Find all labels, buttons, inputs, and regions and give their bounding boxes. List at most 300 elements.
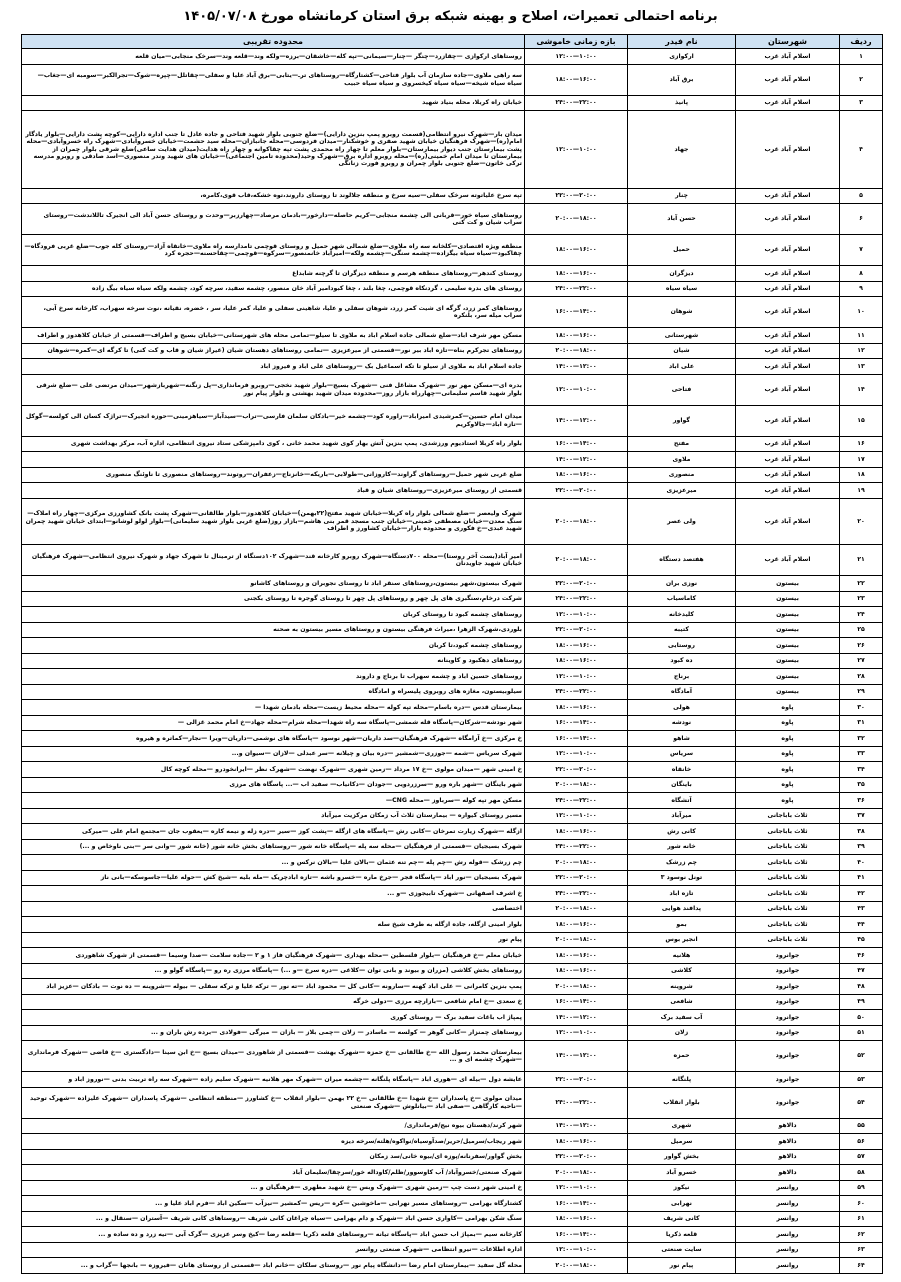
row-number-cell: ۵ — [840, 188, 883, 204]
city-cell: ثلاث باباجانی — [736, 901, 840, 917]
area-cell: خ امینی شهر دست چپ —زمین شهری —شهرک وبس —خ شهید مطهری —فرهنگیان و ... — [22, 1180, 525, 1196]
row-number-cell: ۱۵ — [840, 405, 883, 436]
table-row — [22, 653, 883, 669]
city-cell: ثلاث باباجانی — [736, 839, 840, 855]
feeder-cell: میرعزیزی — [628, 483, 736, 499]
area-cell: شهر باینگان —شهر باره ورو —سرزردویی —جودان —دکانیاب— سفید اب —... پاسگاه های مرزی — [22, 777, 525, 793]
feeder-cell: خانقاه — [628, 762, 736, 778]
area-cell: میدان بار—شهرک نیرو انتظامی(قسمت روبرو پمپ بنزین دارایی)—ضلع جنوبی بلوار شهید فتاحی و جاده عادل تا جنب اداره دارایی—کوچه پشت دارایی—بلوار یادگار امام(ره)—شهرک فرهنگیان خیابان شهید صفری و خوشکنار—میدان فردوسی—محله جانبازان—محله سید حشمت—خیابان خسروآبادی—شهرک راه خسروآبادی—محله پشت بیمارستان جنب دیوار بیمارستان—بلوار معلم تا چهار راه محمدی پشت تپه چقاکوانه و چهار راه هدایت(میدان هدایت ساعی)ضلع شرقی بلوار چمران از بیمارستان تا میدان امام خمینی(ره)—محله روبرو اداره برق—شهرک وحید(محدوده تامین اجتماعی)—خیابان های شهید وندر منصوری—اسد صادقی و روبرو مدرسه ترکی خاتون—ضلع جنوبی بلوار چمران و روبرو فورت زنانگی — [22, 111, 525, 189]
row-number-cell: ۲۶ — [840, 638, 883, 654]
time-cell: ۱۸:۰۰—۲۰:۰۰ — [525, 901, 628, 917]
time-cell: ۲۰:۰۰—۲۲:۰۰ — [525, 1072, 628, 1088]
feeder-cell: شهرستانی — [628, 328, 736, 344]
time-cell: ۱۰:۰۰—۱۲:۰۰ — [525, 808, 628, 824]
feeder-cell: گواور — [628, 405, 736, 436]
table-row — [22, 1025, 883, 1041]
area-cell: خیابان راه کربلا، محله بنیاد شهید — [22, 95, 525, 111]
area-cell: شهر نودشه—شرکان—پاسگاه قله شمشی—پاسگاه سه راه شهدا—محله شرام—محله جهاد—خ امام محمد غزالی — — [22, 715, 525, 731]
city-cell: پاوه — [736, 777, 840, 793]
city-cell: پاوه — [736, 731, 840, 747]
row-number-cell: ۳۰ — [840, 700, 883, 716]
area-cell: شرکت درخام،سنگبری های پل چهر و روستاهای پل چهر تا روستای گوجره تا روستای بکجنی — [22, 591, 525, 607]
area-cell: سه راهی ملاوی—جاده سازمان آب بلوار فتاحی—کشتارگاه—روستاهای ترـ—یتابی—برق آباد علیا و سفلی—چقاتلل—چپره—شوک—تجرالکبر—سومبه ای—جغاب—سیاه سیاه شیخه—سیاه سیاه کیخسروی و سیاه سیاه حبیب — [22, 64, 525, 95]
city-cell: روانسر — [736, 1258, 840, 1274]
feeder-cell: سرمیل — [628, 1134, 736, 1150]
time-cell: ۲۰:۰۰—۲۲:۰۰ — [525, 483, 628, 499]
city-cell: جوانرود — [736, 979, 840, 995]
feeder-cell: ولی عصر — [628, 498, 736, 545]
area-cell: روستاهای بخش کلاشی (مزران و بیوند و بانی توان —کلاغی —دره سرخ —و ...) —پاسگاه مرزی ره رو —پاسگاه گولو و ... — [22, 963, 525, 979]
feeder-cell: سیاه سیاه — [628, 281, 736, 297]
time-cell: ۱۶:۰۰—۱۸:۰۰ — [525, 467, 628, 483]
city-cell: جوانرود — [736, 1087, 840, 1118]
row-number-cell: ۲۸ — [840, 669, 883, 685]
city-cell: اسلام آباد غرب — [736, 436, 840, 452]
city-cell: بیستون — [736, 669, 840, 685]
city-cell: اسلام آباد غرب — [736, 188, 840, 204]
area-cell: شهر ریجاب/سرمیل/حریر/صدآوسیاه/نواکوه/هلته/سرخه دیزه — [22, 1134, 525, 1150]
table-row — [22, 188, 883, 204]
table-row — [22, 607, 883, 623]
table-row — [22, 932, 883, 948]
time-cell: ۲۲:۰۰—۲۴:۰۰ — [525, 839, 628, 855]
city-cell: اسلام آباد غرب — [736, 64, 840, 95]
table-row — [22, 669, 883, 685]
row-number-cell: ۳۵ — [840, 777, 883, 793]
feeder-cell: علی اباد — [628, 359, 736, 375]
city-cell: اسلام آباد غرب — [736, 483, 840, 499]
outage-schedule-table — [21, 34, 883, 1274]
time-cell: ۲۲:۰۰—۲۴:۰۰ — [525, 281, 628, 297]
feeder-cell: هولی — [628, 700, 736, 716]
city-cell: بیستون — [736, 622, 840, 638]
table-row — [22, 297, 883, 328]
feeder-cell: حمیل — [628, 235, 736, 266]
table-row — [22, 359, 883, 375]
city-cell: اسلام آباد غرب — [736, 235, 840, 266]
table-row — [22, 948, 883, 964]
time-cell: ۱۲:۰۰—۱۴:۰۰ — [525, 1010, 628, 1026]
row-number-cell: ۴۳ — [840, 901, 883, 917]
area-cell: ضلع غربی شهر حمیل—روستاهای گراوند—کاروزانی—طولابی—باریکه—خانزناج—زعفران—روتوند—روستاهای منصوری تا ناوئنگ منصوری — [22, 467, 525, 483]
row-number-cell: ۱۶ — [840, 436, 883, 452]
table-body — [22, 49, 883, 1274]
time-cell: ۱۶:۰۰—۱۸:۰۰ — [525, 700, 628, 716]
area-cell: روستاهای کمر زرد، گرگه ای شیت کمر زرد، شوهان سفلی و علیا، شاهینی سفلی و علیا، کمر علیا، سر ، خضره، نقیانه ،نوت سرخه سهراب، کارخانه سرخ آبی، سراب میله سر، بلنکره — [22, 297, 525, 328]
feeder-cell: خانه شور — [628, 839, 736, 855]
city-cell: پاوه — [736, 793, 840, 809]
row-number-cell: ۱۲ — [840, 343, 883, 359]
table-row — [22, 715, 883, 731]
area-cell: کشتارگاه بهرامی —روستاهای مسیر نهرابی —ماخوشین —کره —ریس —کمشیر —نیزآب —سکین اباد —فرم اباد علیا و ... — [22, 1196, 525, 1212]
area-cell: پمپ بنزین کامرانی — علی اباد کهنه —سارونه —کانی کل — محمود اباد —ته نور — ترکه علیا و ترکه سفلی — بیوله —شروینه — ده نوت — بادکان —عزیز اباد — [22, 979, 525, 995]
row-number-cell: ۵۲ — [840, 1041, 883, 1072]
area-cell: روستای های بدره سلیمی ، گردنکاه قوچمی، چغا بلند ، چغا کبودامیر آباد خان منصور، چشمه سفید، سرچه کود، چشمه ولکه سیاه سیاه بیگ زاده — [22, 281, 525, 297]
city-cell: دالاهو — [736, 1165, 840, 1181]
area-cell: شهرک بیستون،شهر بیستون،روستاهای سنقر اباد تا روستای نجوبران و روستاهای کاشانو — [22, 576, 525, 592]
row-number-cell: ۳۶ — [840, 793, 883, 809]
row-number-cell: ۲۰ — [840, 498, 883, 545]
table-row — [22, 483, 883, 499]
feeder-cell: قلعه ذکریا — [628, 1227, 736, 1243]
table-row — [22, 979, 883, 995]
area-cell: بخش گواور/سفرنانه/پوزه ای/بیوه خانی/سد زمکان — [22, 1149, 525, 1165]
feeder-cell: حمزه — [628, 1041, 736, 1072]
area-cell: خ سعدی —خ امام شافعی —بازارچه مرزی —دولی خرگه — [22, 994, 525, 1010]
table-row — [22, 684, 883, 700]
city-cell: اسلام آباد غرب — [736, 328, 840, 344]
table-row — [22, 1149, 883, 1165]
feeder-cell: مفتح — [628, 436, 736, 452]
table-row — [22, 700, 883, 716]
time-cell: ۱۸:۰۰—۲۰:۰۰ — [525, 979, 628, 995]
table-row — [22, 1010, 883, 1026]
area-cell: مسکن مهر شرف اباد—ضلع شمالی جاده اسلام اباد به ملاوی تا سیلو—تمامی محله های شهرستانی—خیابان بسیج و اطراف—قسمتی از خیابان کلاهدوز و اطراف — [22, 328, 525, 344]
table-row — [22, 49, 883, 65]
table-row — [22, 1227, 883, 1243]
area-cell: امیر آباد(بست آخر روستا)—محله ۷۰۰دستگاه—شهرک روبرو کارخانه قند—شهرک ۱۰۲دستگاه از ترمینال تا شهرک جهاد و شهرک نیروی انتظامی—شهرک فرهنگیان خیابان شهید جاویدنان — [22, 545, 525, 576]
col-header-feeder: نام فیدر — [628, 35, 736, 49]
time-cell: ۱۴:۰۰—۱۶:۰۰ — [525, 731, 628, 747]
feeder-cell: باینگان — [628, 777, 736, 793]
row-number-cell: ۵۰ — [840, 1010, 883, 1026]
row-number-cell: ۴۵ — [840, 932, 883, 948]
row-number-cell: ۴۷ — [840, 963, 883, 979]
table-row — [22, 545, 883, 576]
time-cell: ۱۶:۰۰—۱۸:۰۰ — [525, 824, 628, 840]
time-cell: ۱۸:۰۰—۲۰:۰۰ — [525, 777, 628, 793]
row-number-cell: ۲۷ — [840, 653, 883, 669]
time-cell: ۱۶:۰۰—۱۸:۰۰ — [525, 948, 628, 964]
time-cell: ۱۸:۰۰—۲۰:۰۰ — [525, 932, 628, 948]
feeder-cell: آتشگاه — [628, 793, 736, 809]
area-cell: شهرک ولیعصر —ضلع شمالی بلوار راه کربلا—خیابان شهید مفتح(۲۲بهمن)—خیابان کلاهدوز—بلوار طالقانی—شهرک پشت بانک کشاورزی مرکزی—چهار راه املاک—سنگ معدن—خیابان مصطفی خمینی—خیابان جنب مسجد قمر بنی هاشم—بازار روز(ضلع غربی بلوار شهید سلیمانی)—بلوار لولو لوشانو—ابتدای خیابان شهید چمران شهید عبدی—خ فکوری و محدوده بازار—خیابان کشاورز و اطراف — [22, 498, 525, 545]
table-row — [22, 328, 883, 344]
table-row — [22, 576, 883, 592]
row-number-cell: ۲۱ — [840, 545, 883, 576]
time-cell: ۱۶:۰۰—۱۸:۰۰ — [525, 328, 628, 344]
table-row — [22, 374, 883, 405]
table-row — [22, 793, 883, 809]
city-cell: پاوه — [736, 715, 840, 731]
row-number-cell: ۱۳ — [840, 359, 883, 375]
area-cell: شهرک بسیجیان —نور اباد —پاسگاه قجر —جرخ ماره —خسرو باشه —تازه ابادچریک —مله بلیه —شیخ کش —حوله علیا—جاسوسکه—بانی ناز — [22, 870, 525, 886]
area-cell: محله گل سفید —بیمارستان امام رضا —دانشگاه پیام نور —روستای سلکان —خانم اباد —قسمتی از روستای هانان —فیروزه — بانجها —گراب و ... — [22, 1258, 525, 1274]
row-number-cell: ۴۰ — [840, 855, 883, 871]
row-number-cell: ۴۹ — [840, 994, 883, 1010]
time-cell: ۱۰:۰۰—۱۲:۰۰ — [525, 669, 628, 685]
feeder-cell: شوهان — [628, 297, 736, 328]
table-row — [22, 235, 883, 266]
table-row — [22, 777, 883, 793]
city-cell: ثلاث باباجانی — [736, 917, 840, 933]
table-row — [22, 855, 883, 871]
feeder-cell: بخش گواور — [628, 1149, 736, 1165]
city-cell: روانسر — [736, 1211, 840, 1227]
feeder-cell: فتاحی — [628, 374, 736, 405]
time-cell: ۱۸:۰۰—۲۰:۰۰ — [525, 498, 628, 545]
area-cell: جاده اسلام اباد به ملاوی از سیلو تا تکه اسماعیل بک —روستاهای علی اباد و فیروز اباد — [22, 359, 525, 375]
row-number-cell: ۲۹ — [840, 684, 883, 700]
feeder-cell: خسرو آباد — [628, 1165, 736, 1181]
area-cell: خ اشرف اصفهانی —شهرک تابیجوزی —و ... — [22, 886, 525, 902]
row-number-cell: ۳ — [840, 95, 883, 111]
time-cell: ۱۲:۰۰—۱۴:۰۰ — [525, 1118, 628, 1134]
feeder-cell: کانی رش — [628, 824, 736, 840]
table-row — [22, 638, 883, 654]
row-number-cell: ۸ — [840, 266, 883, 282]
table-row — [22, 886, 883, 902]
time-cell: ۱۶:۰۰—۱۸:۰۰ — [525, 653, 628, 669]
area-cell: خ مرکزی —خ آرامگاه —شهرک فرهنگیان—سد داریان—شهر نوسود —پاسگاه های نوشمی—داریان—ویرا —نجار—کماتره و هیروه — [22, 731, 525, 747]
row-number-cell: ۳۹ — [840, 839, 883, 855]
feeder-cell: پانیذ — [628, 95, 736, 111]
area-cell: چم زرشک —قوله رش —چم پله —چم تنه عثمان —بالان علیا —بالان نرکس و ... — [22, 855, 525, 871]
feeder-cell: چم زرشک — [628, 855, 736, 871]
time-cell: ۱۶:۰۰—۱۸:۰۰ — [525, 917, 628, 933]
area-cell: پمپاژ اب باغات سفید برک — روستای کوری — [22, 1010, 525, 1026]
feeder-cell: پیام نور — [628, 1258, 736, 1274]
time-cell: ۲۰:۰۰—۲۲:۰۰ — [525, 622, 628, 638]
area-cell: روستاهای دهکبود و کاوینانه — [22, 653, 525, 669]
feeder-cell: شیان — [628, 343, 736, 359]
area-cell: شهر کرند/دهستان بیوه نیج/فرمانداری/ — [22, 1118, 525, 1134]
city-cell: روانسر — [736, 1227, 840, 1243]
feeder-cell: پلنگانه — [628, 1072, 736, 1088]
area-cell: کارخانه سیم —بمپاژ اب حسن اباد —پاسگاه تیانه —روستاهای قلعه ذکریا —قلعه رضا —کیخ وسر عزیزی —گرک آبی —تیه زرد و ده ساده و ... — [22, 1227, 525, 1243]
time-cell: ۲۰:۰۰—۲۲:۰۰ — [525, 762, 628, 778]
area-cell: قسمتی از روستای میرعزیزی—روستاهای شیان و قباد — [22, 483, 525, 499]
city-cell: اسلام آباد غرب — [736, 374, 840, 405]
area-cell: میدان مولوی —خ پاسداران —خ شهدا —خ طالقانی —خ ۲۲ بهمن —بلوار انقلاب —خ کشاورز —منطقه انتظامی —شهرک پاسداران —شهرک علیزاده —شهرک توحید —ناحیه کارگاهی —صفی اباد —بیانلوش —شهرک صنعتی — [22, 1087, 525, 1118]
area-cell: شهرک بسیجیان —قسمتی از فرهنگیان —محله سه پله —پاسگاه خانه شور —روستاهای بخش خانه شور (خانه شور —وانی سر —بنی ناوخاص و ...) — [22, 839, 525, 855]
area-cell: شهرک صنعتی/خسروآباد/ آب کاوسوور/ظلم/کاوداله خور/سرچقا/سلیمان آباد — [22, 1165, 525, 1181]
city-cell: جوانرود — [736, 1025, 840, 1041]
time-cell: ۱۶:۰۰—۱۸:۰۰ — [525, 64, 628, 95]
time-cell: ۱۴:۰۰—۱۶:۰۰ — [525, 1227, 628, 1243]
time-cell: ۱۰:۰۰—۱۲:۰۰ — [525, 746, 628, 762]
feeder-cell: کلاشی — [628, 963, 736, 979]
time-cell: ۱۴:۰۰—۱۶:۰۰ — [525, 715, 628, 731]
table-row — [22, 746, 883, 762]
row-number-cell: ۳۷ — [840, 808, 883, 824]
feeder-cell: کتیبه — [628, 622, 736, 638]
time-cell: ۱۴:۰۰—۱۶:۰۰ — [525, 994, 628, 1010]
row-number-cell: ۴۶ — [840, 948, 883, 964]
city-cell: پاوه — [736, 700, 840, 716]
feeder-cell: شروینه — [628, 979, 736, 995]
time-cell: ۱۲:۰۰—۱۴:۰۰ — [525, 1041, 628, 1072]
time-cell: ۱۸:۰۰—۲۰:۰۰ — [525, 204, 628, 235]
row-number-cell: ۵۸ — [840, 1165, 883, 1181]
time-cell: ۲۲:۰۰—۲۴:۰۰ — [525, 95, 628, 111]
time-cell: ۱۴:۰۰—۱۶:۰۰ — [525, 297, 628, 328]
table-row — [22, 591, 883, 607]
area-cell: اختصاصی — [22, 901, 525, 917]
area-cell: خ امینی شهر —میدان مولوی —خ ۱۷ مرداد —زمین شهری —شهرک نهضت —شهرک نظر —ایرانخودرو —محله کوچه کال — [22, 762, 525, 778]
area-cell: بلوردی،شهرک الزهرا ،میراث فرهنگی بیستون و روستاهای مسیر بیستون به صحنه — [22, 622, 525, 638]
table-row — [22, 405, 883, 436]
table-row — [22, 1211, 883, 1227]
area-cell: سیلوبیستون، مغازه های روبروی پلیسراه و امادگاه — [22, 684, 525, 700]
feeder-cell: حسن آباد — [628, 204, 736, 235]
time-cell: ۱۶:۰۰—۱۸:۰۰ — [525, 1211, 628, 1227]
feeder-cell: نودشه — [628, 715, 736, 731]
row-number-cell: ۷ — [840, 235, 883, 266]
table-row — [22, 824, 883, 840]
city-cell: اسلام آباد غرب — [736, 111, 840, 189]
time-cell: ۱۰:۰۰—۱۲:۰۰ — [525, 1242, 628, 1258]
table-row — [22, 281, 883, 297]
time-cell: ۱۸:۰۰—۲۰:۰۰ — [525, 545, 628, 576]
time-cell: ۲۰:۰۰—۲۲:۰۰ — [525, 576, 628, 592]
time-cell: ۲۰:۰۰—۲۲:۰۰ — [525, 1149, 628, 1165]
city-cell: ثلاث باباجانی — [736, 855, 840, 871]
time-cell: ۱۲:۰۰—۱۴:۰۰ — [525, 452, 628, 468]
feeder-cell: کانی شریف — [628, 1211, 736, 1227]
table-row — [22, 343, 883, 359]
area-cell: روستاهای حسین اباد و چشمه سهراب تا برناج و داروند — [22, 669, 525, 685]
area-cell: تپه سرخ علیاتوته سرخک سفلی—سیه سرخ و منطقه جلالوند تا روستای داروند،توه خشکه،قاب قوی،کامره، — [22, 188, 525, 204]
feeder-cell: کلیدخانه — [628, 607, 736, 623]
table-row — [22, 963, 883, 979]
row-number-cell: ۳۴ — [840, 762, 883, 778]
area-cell: بیمارستان محمد رسول الله —خ طالقانی —خ حمزه —شهرک بهشت —قسمتی از شاهوردی —میدان بسیج —خ ابن سینا —دادگستری —خ قاضی —شهرک فرمانداری —شهرک چشمه ای و ... — [22, 1041, 525, 1072]
city-cell: جوانرود — [736, 1072, 840, 1088]
row-number-cell: ۴ — [840, 111, 883, 189]
table-row — [22, 204, 883, 235]
time-cell: ۱۶:۰۰—۱۸:۰۰ — [525, 963, 628, 979]
area-cell: مسیر روستای کیواره — بیمارستان ثلاث آب زمکان مرکزیت میرآباد — [22, 808, 525, 824]
row-number-cell: ۳۱ — [840, 715, 883, 731]
table-row — [22, 452, 883, 468]
city-cell: اسلام آباد غرب — [736, 467, 840, 483]
area-cell: روستاهای تجرکرم بناه—تازه اباد بیر نور—قسمتی از میرعزیزی —تمامی روستاهای دهستان شیان (غیراز شیان و قاب و کت کنی) تا کرگه ای—کمره—شوهان — [22, 343, 525, 359]
time-cell: ۲۲:۰۰—۲۴:۰۰ — [525, 1087, 628, 1118]
row-number-cell: ۳۲ — [840, 731, 883, 747]
table-row — [22, 1165, 883, 1181]
city-cell: ثلاث باباجانی — [736, 824, 840, 840]
feeder-cell: نوزی بران — [628, 576, 736, 592]
city-cell: اسلام آباد غرب — [736, 204, 840, 235]
feeder-cell: انجیر بوس — [628, 932, 736, 948]
row-number-cell: ۲۳ — [840, 591, 883, 607]
table-row — [22, 95, 883, 111]
feeder-cell: آب سفید برک — [628, 1010, 736, 1026]
city-cell: اسلام آباد غرب — [736, 297, 840, 328]
city-cell: بیستون — [736, 638, 840, 654]
table-row — [22, 1118, 883, 1134]
row-number-cell: ۵۱ — [840, 1025, 883, 1041]
feeder-cell: بمو — [628, 917, 736, 933]
city-cell: بیستون — [736, 576, 840, 592]
city-cell: روانسر — [736, 1196, 840, 1212]
city-cell: اسلام آباد غرب — [736, 359, 840, 375]
time-cell: ۱۶:۰۰—۱۸:۰۰ — [525, 235, 628, 266]
row-number-cell: ۴۱ — [840, 870, 883, 886]
city-cell: اسلام آباد غرب — [736, 266, 840, 282]
table-row — [22, 1258, 883, 1274]
row-number-cell: ۶۰ — [840, 1196, 883, 1212]
city-cell: اسلام آباد غرب — [736, 545, 840, 576]
feeder-cell: دیزگران — [628, 266, 736, 282]
row-number-cell: ۱۸ — [840, 467, 883, 483]
table-header — [22, 35, 883, 49]
table-row — [22, 1072, 883, 1088]
time-cell: ۲۰:۰۰—۲۲:۰۰ — [525, 188, 628, 204]
area-cell: بدره ای—مسکن مهر نور —شهرک مشاغل فنی —شهرک بسیج—بلوار شهید نخجی—روبرو فرمانداری—پل زنگنه—شهربازشهر—میدان مرتضی علی —ضلع شرقی بلوار شهید قاسم سلیمانی—چهارراه بازار روز—محدوده میدان شهید بهشتی و بلوار پیام نور — [22, 374, 525, 405]
city-cell: پاوه — [736, 762, 840, 778]
table-row — [22, 1180, 883, 1196]
row-number-cell: ۶۳ — [840, 1242, 883, 1258]
row-number-cell: ۱۹ — [840, 483, 883, 499]
feeder-cell: آمادگاه — [628, 684, 736, 700]
area-cell: خیابان معلم —خ فرهنگیان —بلوار فلسطین —محله بهداری —شهرک فرهنگیان فاز ۱ و ۲ —جاده سلامت —صدا وسیما —قسمتی از شهرک شاهوردی — [22, 948, 525, 964]
city-cell: ثلاث باباجانی — [736, 808, 840, 824]
row-number-cell: ۲ — [840, 64, 883, 95]
time-cell: ۲۲:۰۰—۲۴:۰۰ — [525, 684, 628, 700]
row-number-cell: ۴۴ — [840, 917, 883, 933]
city-cell: اسلام آباد غرب — [736, 49, 840, 65]
table-row — [22, 436, 883, 452]
area-cell: روستاهای چمنزار —کانی گوهر — کولسه — ماسادر — زلان —چمی بلاز — بازان — میرگی —فولادی —برده رش باران و ... — [22, 1025, 525, 1041]
page-title: برنامه احتمالی تعمیرات، اصلاح و بهینه شبکه برق استان کرمانشاه مورخ ۱۴۰۵/۰۷/۰۸ — [183, 9, 718, 24]
city-cell: دالاهو — [736, 1134, 840, 1150]
time-cell: ۱۸:۰۰—۲۰:۰۰ — [525, 343, 628, 359]
city-cell: ثلاث باباجانی — [736, 886, 840, 902]
row-number-cell: ۴۸ — [840, 979, 883, 995]
feeder-cell: نهرابی — [628, 1196, 736, 1212]
time-cell: ۲۰:۰۰—۲۲:۰۰ — [525, 870, 628, 886]
table-row — [22, 1134, 883, 1150]
feeder-cell: هفتصد دستگاه — [628, 545, 736, 576]
time-cell: ۱۰:۰۰—۱۲:۰۰ — [525, 111, 628, 189]
area-cell: بلوار امینی ازگله، جاده ازگله به طرف شیخ سله — [22, 917, 525, 933]
city-cell: اسلام آباد غرب — [736, 95, 840, 111]
row-number-cell: ۲۵ — [840, 622, 883, 638]
table-row — [22, 64, 883, 95]
col-header-area: محدوده تقریبی — [22, 35, 525, 49]
time-cell: ۱۶:۰۰—۱۸:۰۰ — [525, 1134, 628, 1150]
row-number-cell: ۶۲ — [840, 1227, 883, 1243]
feeder-cell: هلانیه — [628, 948, 736, 964]
feeder-cell: شهری — [628, 1118, 736, 1134]
feeder-cell: تازه اباد — [628, 886, 736, 902]
city-cell: اسلام آباد غرب — [736, 281, 840, 297]
row-number-cell: ۱۱ — [840, 328, 883, 344]
row-number-cell: ۵۷ — [840, 1149, 883, 1165]
row-number-cell: ۶۴ — [840, 1258, 883, 1274]
feeder-cell: جهاد — [628, 111, 736, 189]
area-cell: روستاهای چشمه کبود تا روستای کربان — [22, 607, 525, 623]
city-cell: ثلاث باباجانی — [736, 932, 840, 948]
table-row — [22, 994, 883, 1010]
feeder-cell: ملاوی — [628, 452, 736, 468]
feeder-cell: تونل نوسود ۳ — [628, 870, 736, 886]
feeder-cell: نیکوز — [628, 1180, 736, 1196]
col-header-time: بازه زمانی خاموشی — [525, 35, 628, 49]
table-row — [22, 266, 883, 282]
table-row — [22, 808, 883, 824]
table-row — [22, 731, 883, 747]
city-cell: پاوه — [736, 746, 840, 762]
area-cell: روستاهای چشمه کبود،تا کربان — [22, 638, 525, 654]
city-cell: جوانرود — [736, 1010, 840, 1026]
city-cell: اسلام آباد غرب — [736, 343, 840, 359]
city-cell: بیستون — [736, 653, 840, 669]
table-row — [22, 622, 883, 638]
row-number-cell: ۵۵ — [840, 1118, 883, 1134]
